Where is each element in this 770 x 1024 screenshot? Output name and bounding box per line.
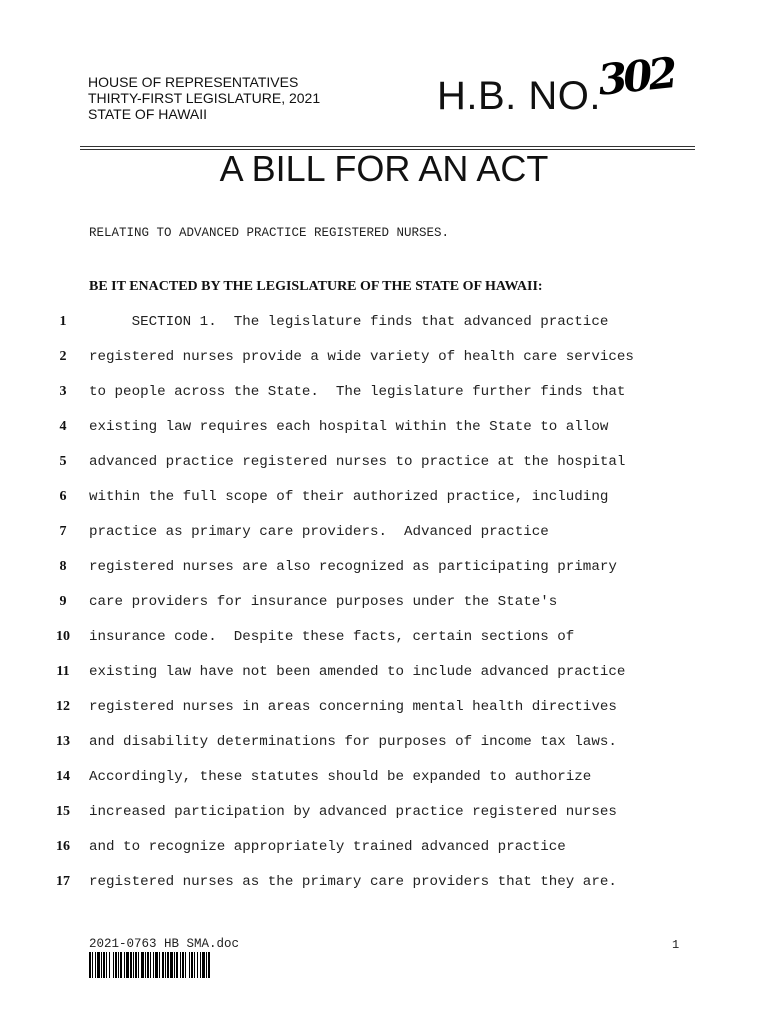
bill-line <box>0 559 770 579</box>
line-text: advanced practice registered nurses to practice at the hospital <box>89 454 626 470</box>
bill-line <box>0 419 770 439</box>
bill-line <box>0 314 770 334</box>
bill-line <box>0 349 770 369</box>
barcode-bar <box>109 952 110 978</box>
line-text: existing law have not been amended to include advanced practice <box>89 664 626 680</box>
chamber-name: HOUSE OF REPRESENTATIVES <box>88 74 299 90</box>
barcode-bar <box>194 952 195 978</box>
line-number: 6 <box>59 489 67 504</box>
barcode-bar <box>162 952 164 978</box>
barcode-bar <box>202 952 205 978</box>
bill-line <box>0 524 770 544</box>
line-number: 11 <box>56 664 70 679</box>
barcode-bar <box>135 952 137 978</box>
line-text: practice as primary care providers. Advanced practice <box>89 524 549 540</box>
line-number: 14 <box>56 769 70 784</box>
barcode-bar <box>120 952 122 978</box>
page-title-text: A BILL FOR AN ACT <box>219 148 549 189</box>
barcode-bar <box>95 952 96 978</box>
barcode-bar <box>147 952 149 978</box>
header-rule-top <box>80 146 695 147</box>
line-number: 3 <box>59 384 67 399</box>
barcode-bar <box>176 952 178 978</box>
barcode-bar <box>106 952 107 978</box>
line-number: 5 <box>59 454 67 469</box>
line-text: insurance code. Despite these facts, certain sections of <box>89 629 575 645</box>
line-number: 13 <box>56 734 70 749</box>
barcode-bar <box>208 952 210 978</box>
barcode-bar <box>133 952 134 978</box>
barcode-bar <box>97 952 100 978</box>
barcode-bar <box>101 952 102 978</box>
barcode-bar <box>115 952 117 978</box>
line-text: and to recognize appropriately trained advanced practice <box>89 839 566 855</box>
line-number: 1 <box>59 314 67 329</box>
bill-line <box>0 664 770 684</box>
barcode-bar <box>197 952 198 978</box>
line-text: and disability determinations for purposes of income tax laws. <box>89 734 617 750</box>
barcode-bar <box>180 952 181 978</box>
barcode-bar <box>150 952 151 978</box>
line-text: SECTION 1. The legislature finds that advanced practice <box>89 314 609 330</box>
barcode-bar <box>200 952 201 978</box>
footer-filename: 2021-0763 HB SMA.doc <box>89 937 240 951</box>
barcode-bar <box>130 952 132 978</box>
bill-line <box>0 839 770 859</box>
page-number: 1 <box>672 938 680 952</box>
line-text: registered nurses provide a wide variety of health care services <box>89 349 634 365</box>
line-number: 9 <box>59 594 67 609</box>
barcode-bar <box>170 952 173 978</box>
relating-clause: RELATING TO ADVANCED PRACTICE REGISTERED NURSES. <box>89 226 450 240</box>
line-number: 12 <box>56 699 70 714</box>
legislature-name: THIRTY-FIRST LEGISLATURE, 2021 <box>88 90 321 106</box>
line-text: registered nurses are also recognized as participating primary <box>89 559 617 575</box>
barcode-bar <box>167 952 169 978</box>
line-number: 8 <box>59 559 67 574</box>
barcode-bar <box>185 952 186 978</box>
line-text: increased participation by advanced practice registered nurses <box>89 804 617 820</box>
bill-line <box>0 874 770 894</box>
barcode-bar <box>153 952 154 978</box>
line-text: registered nurses as the primary care providers that they are. <box>89 874 617 890</box>
bill-line <box>0 594 770 614</box>
line-text: to people across the State. The legislature further finds that <box>89 384 626 400</box>
line-number: 4 <box>59 419 67 434</box>
line-number: 16 <box>56 839 70 854</box>
barcode-bar <box>182 952 184 978</box>
line-number: 17 <box>56 874 70 889</box>
bill-label: H.B. NO. <box>437 74 602 118</box>
bill-line <box>0 804 770 824</box>
barcode-bar <box>118 952 119 978</box>
bill-line <box>0 454 770 474</box>
barcode-bar <box>189 952 190 978</box>
line-number: 7 <box>59 524 67 539</box>
barcode <box>89 952 285 978</box>
barcode-bar <box>138 952 139 978</box>
line-text: existing law requires each hospital within the State to allow <box>89 419 609 435</box>
barcode-bar <box>145 952 146 978</box>
barcode-bar <box>174 952 175 978</box>
barcode-bar <box>92 952 93 978</box>
bill-line <box>0 699 770 719</box>
barcode-bar <box>206 952 207 978</box>
bill-line <box>0 489 770 509</box>
barcode-bar <box>191 952 193 978</box>
state-name: STATE OF HAWAII <box>88 106 207 122</box>
barcode-bar <box>103 952 105 978</box>
enacting-clause: BE IT ENACTED BY THE LEGISLATURE OF THE STATE OF HAWAII: <box>89 279 543 294</box>
page-title <box>0 148 770 190</box>
line-text: Accordingly, these statutes should be expanded to authorize <box>89 769 592 785</box>
barcode-bar <box>165 952 166 978</box>
barcode-bar <box>89 952 91 978</box>
bill-line <box>0 629 770 649</box>
line-text: care providers for insurance purposes under the State's <box>89 594 558 610</box>
header-block <box>88 74 320 122</box>
bill-number-stamp: 302 <box>595 48 677 105</box>
barcode-bar <box>141 952 144 978</box>
barcode-bar <box>155 952 158 978</box>
barcode-bar <box>159 952 160 978</box>
line-number: 15 <box>56 804 70 819</box>
bill-line <box>0 384 770 404</box>
line-text: registered nurses in areas concerning mental health directives <box>89 699 617 715</box>
bill-line <box>0 769 770 789</box>
line-text: within the full scope of their authorized practice, including <box>89 489 609 505</box>
line-number: 10 <box>56 629 70 644</box>
line-number: 2 <box>59 349 67 364</box>
barcode-bar <box>113 952 114 978</box>
barcode-bar <box>126 952 129 978</box>
bill-line <box>0 734 770 754</box>
barcode-bar <box>124 952 125 978</box>
